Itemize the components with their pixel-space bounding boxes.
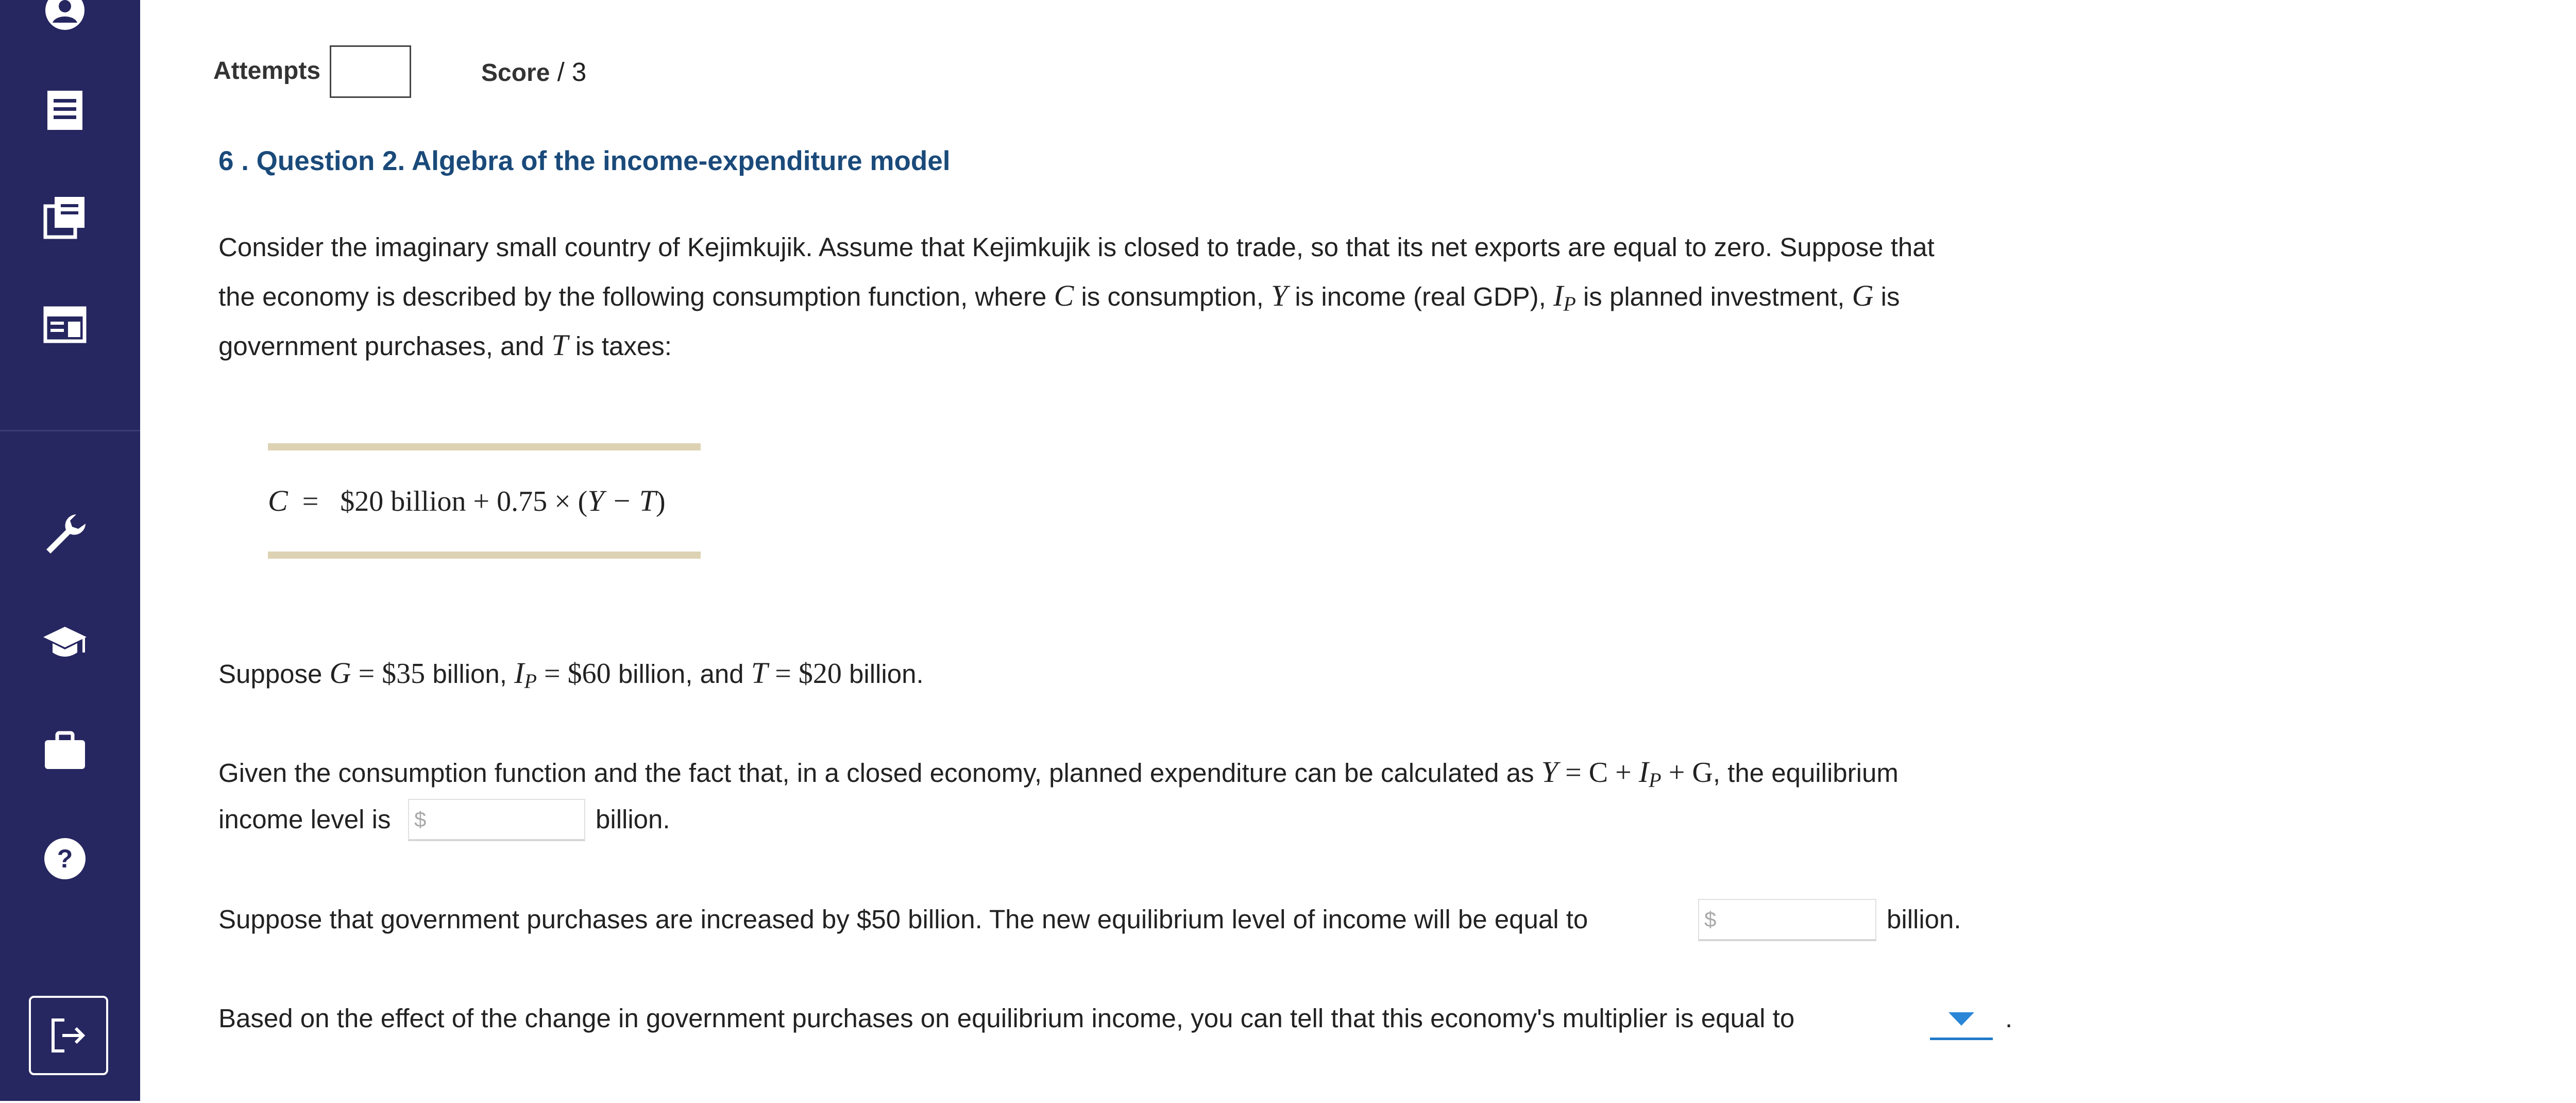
equation-rule-bottom [268,552,701,559]
layout-icon[interactable] [39,299,91,350]
intro-line-1: Consider the imaginary small country of Kejimkujik. Assume that Kejimkujik is closed to trade, so that its net exports are equal to zero. Suppose that [218,232,1935,262]
intro-line-2: the economy is described by the following consumption function, where C is consumption, Y is income (real GDP), $I_P$ is planned investment, G is [218,279,1900,315]
attempts-box [330,45,411,98]
income-label: income level is [218,805,391,834]
equation-rule-top [268,443,701,450]
increase-line: Suppose that government purchases are increased by $50 billion. The new equilibrium level of income will be equal to [218,905,1588,934]
score-display [481,57,586,87]
attempts-label: Attempts [213,57,321,85]
logout-button[interactable] [29,996,108,1075]
consumption-equation: C = $20 billion + 0.75 × (Y − T) [268,484,666,517]
main-content [140,0,2576,1101]
score-label: Score [481,59,550,87]
account-icon[interactable] [39,0,91,36]
income-input[interactable]: $ [408,799,585,841]
new-income-input[interactable]: $ [1698,899,1876,941]
left-nav [0,0,140,1101]
books-icon[interactable] [39,192,91,243]
document-icon[interactable] [39,85,91,136]
new-income-units: billion. [1887,905,1961,934]
svg-text:?: ? [57,844,73,873]
multiplier-period: . [2005,1004,2013,1033]
score-value: / 3 [557,57,587,87]
chevron-down-icon [1947,1011,1975,1027]
multiplier-dropdown[interactable] [1930,1007,1993,1040]
income-units: billion. [596,805,670,834]
logout-icon [47,1014,90,1057]
briefcase-icon[interactable] [39,725,91,776]
graduation-cap-icon[interactable] [39,616,91,668]
wrench-icon[interactable] [39,508,91,560]
intro-line-3: government purchases, and T is taxes: [218,328,672,362]
question-title: 6 . Question 2. Algebra of the income-expenditure model [218,146,951,176]
multiplier-line: Based on the effect of the change in government purchases on equilibrium income, you can tell that this economy's multiplier is equal to [218,1004,1795,1033]
given-line: Given the consumption function and the fact that, in a closed economy, planned expenditure can be calculated as $Y = C + I_P + G$, the equilibrium [218,755,1899,792]
suppose-values: Suppose G = $35 billion, $I_P$ = $60 billion, and T = $20 billion. [218,656,924,693]
help-icon[interactable] [39,833,91,884]
nav-divider [0,430,140,431]
